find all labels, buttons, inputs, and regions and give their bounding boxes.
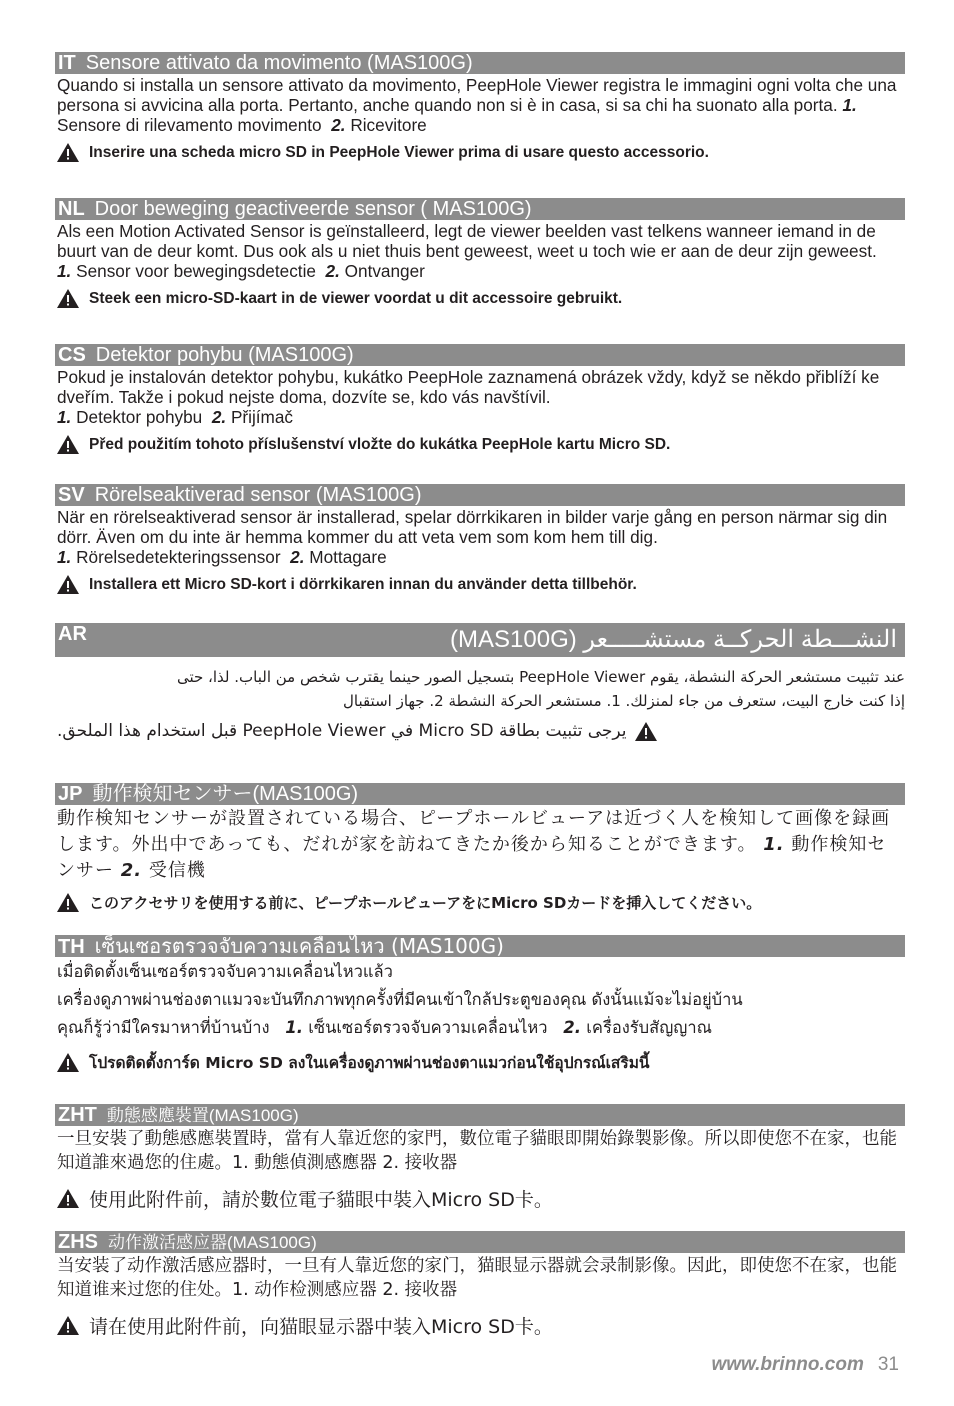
- warning-icon: [57, 893, 79, 912]
- body-text: Pokud je instalován detektor pohybu, kukátko PeepHole zaznamená obrázek vždy, když se někdo přiblíží ke dveřím. Takže i pokud nejste doma, dozvíte se, kdo vás navštívil.: [57, 367, 880, 407]
- language-code: SV: [58, 484, 85, 506]
- warning-icon: [57, 1316, 79, 1335]
- item-label: Mottagare: [309, 547, 387, 567]
- language-code: TH: [58, 936, 85, 957]
- section-body: [57, 367, 905, 427]
- section-header-nl: [55, 198, 905, 220]
- item-label: 受信機: [148, 860, 206, 881]
- warning-text: Installera ett Micro SD-kort i dörrkikaren innan du använder detta tillbehör.: [89, 575, 637, 593]
- page-footer: [712, 1354, 900, 1376]
- section-body: [57, 1254, 905, 1302]
- item-number: 2.: [211, 407, 227, 427]
- warning-icon: [57, 1189, 79, 1208]
- section-zhs: [55, 1231, 905, 1339]
- section-title: 动作激活感应器(MAS100G): [108, 1233, 317, 1252]
- section-body: [57, 665, 905, 713]
- item-number: 2.: [290, 547, 305, 567]
- warning-text: このアクセサリを使用する前に、ピープホールビューアをにMicro SDカードを挿入してください。: [89, 894, 762, 912]
- section-cs: [55, 344, 905, 454]
- language-code: ZHT: [58, 1104, 97, 1126]
- language-code: ZHS: [58, 1231, 98, 1253]
- item-label: Detektor pohybu: [76, 407, 203, 427]
- section-body: [57, 958, 905, 1042]
- body-text: เครื่องดูภาพผ่านช่องตาแมวจะบันทึกภาพทุกครั้งที่มีคนเข้าใกล้ประตูของคุณ ดังนั้นแม้จะไม่อยู่บ้าน: [57, 990, 743, 1009]
- section-title: 動作検知センサー(MAS100G): [92, 783, 359, 805]
- section-jp: [55, 783, 905, 913]
- item-label: เครื่องรับสัญญาณ: [586, 1018, 712, 1037]
- warning: [57, 143, 905, 162]
- warning-icon: [57, 435, 79, 454]
- body-text: När en rörelseaktiverad sensor är installerad, spelar dörrkikaren in bilder varje gång en person närmar sig din dörr. Även om du inte är hemma kommer du att veta vem som kom hem till dig.: [57, 507, 888, 547]
- warning: [57, 1050, 905, 1075]
- item-number: 1.: [842, 95, 857, 115]
- warning-icon: [57, 1053, 79, 1072]
- warning: [57, 892, 905, 913]
- page-number: 31: [877, 1354, 899, 1375]
- footer-url: www.brinno.com: [711, 1354, 864, 1375]
- language-code: CS: [58, 344, 86, 366]
- section-nl: [55, 198, 905, 308]
- body-text: Als een Motion Activated Sensor is geïnstalleerd, legt de viewer beelden vast telkens wanneer iemand in de buurt van de deur komt. Dus ook als u niet thuis bent geweest, weet u toch wie er aan de deur zijn geweest.: [57, 221, 877, 261]
- warning-text: Steek een micro-SD-kaart in de viewer voordat u dit accessoire gebruikt.: [89, 289, 623, 307]
- section-it: [55, 52, 905, 162]
- item-label: เซ็นเซอร์ตรวจจับความเคลื่อนไหว: [308, 1018, 548, 1037]
- section-title: เซ็นเซอรตรวจจับความเคลื่อนไหว (MAS100G): [94, 935, 504, 957]
- item-number: 1.: [57, 547, 72, 567]
- section-title: Rörelseaktiverad sensor (MAS100G): [94, 484, 422, 506]
- warning-text: Inserire una scheda micro SD in PeepHole Viewer prima di usare questo accessorio.: [89, 143, 709, 161]
- item-label: Sensore di rilevamento movimento: [57, 115, 322, 135]
- warning: [57, 435, 905, 454]
- item-label: Přijímač: [230, 407, 294, 427]
- item-label: Ricevitore: [350, 115, 427, 135]
- section-title: النشـــطة الحركــة مستشـــــعر (MAS100G): [450, 626, 897, 653]
- warning-icon: [635, 722, 657, 741]
- section-title: 動態感應裝置(MAS100G): [106, 1106, 299, 1125]
- item-number: 2.: [563, 1018, 582, 1037]
- body-text: 一旦安裝了動態感應裝置時，當有人靠近您的家門，數位電子貓眼即開始錄製影像。所以即使您不在家，也能知道誰來過您的住處。1. 動態偵測感應器 2. 接收器: [57, 1129, 897, 1173]
- warning-text: 请在使用此附件前，向猫眼显示器中装入Micro SD卡。: [89, 1316, 553, 1338]
- section-header-zht: [55, 1104, 905, 1126]
- language-code: AR: [58, 623, 87, 645]
- section-zht: [55, 1104, 905, 1212]
- item-number: 1.: [57, 407, 72, 427]
- section-ar: [55, 623, 905, 741]
- warning-text: يرجى تثبيت بطاقة Micro SD في PeepHole Viewer قبل استخدام هذا الملحق.: [57, 721, 627, 741]
- language-code: IT: [58, 52, 76, 74]
- item-number: 1.: [763, 834, 785, 855]
- body-text: إذا كنت خارج البيت، ستعرف من جاء لمنزلك. 1. مستشعر الحركة النشطة 2. جهاز استقبال: [342, 692, 905, 710]
- section-sv: [55, 484, 905, 594]
- item-number: 2.: [325, 261, 340, 281]
- body-text: 当安装了动作激活感应器时，一旦有人靠近您的家门，猫眼显示器就会录制影像。因此，即使您不在家，也能知道谁来过您的住处。1. 动作检测感应器 2. 接收器: [57, 1256, 897, 1300]
- section-body: [57, 507, 905, 567]
- warning-icon: [57, 575, 79, 594]
- body-text: عند تثبيت مستشعر الحركة النشطة، يقوم PeepHole Viewer بتسجيل الصور حينما يقترب شخص من الباب. لذا، حتى: [176, 668, 905, 686]
- warning: [57, 575, 905, 594]
- warning-icon: [57, 143, 79, 162]
- language-code: JP: [58, 783, 83, 805]
- section-header-sv: [55, 484, 905, 506]
- item-label: Ontvanger: [344, 261, 425, 281]
- item-label: Sensor voor bewegingsdetectie: [76, 261, 316, 281]
- warning: [57, 1185, 905, 1212]
- section-header-ar: [55, 623, 905, 657]
- section-body: [57, 806, 905, 884]
- warning-text: โปรดติดตั้งการ์ด Micro SD ลงในเครื่องดูภาพผ่านช่องตาแมวก่อนใช้อุปกรณ์เสริมนี้: [89, 1054, 650, 1072]
- section-header-it: [55, 52, 905, 74]
- item-label: 動作検知センサー: [57, 834, 887, 881]
- section-header-jp: [55, 783, 905, 805]
- item-label: Rörelsedetekteringssensor: [76, 547, 281, 567]
- item-number: 2.: [331, 115, 346, 135]
- body-text: เมื่อติดตั้งเซ็นเซอร์ตรวจจับความเคลื่อนไหวแล้ว: [57, 962, 393, 981]
- section-th: [55, 935, 905, 1075]
- item-number: 2.: [120, 860, 143, 881]
- warning: [57, 289, 905, 308]
- section-title: Door beweging geactiveerde sensor ( MAS100G): [94, 198, 532, 220]
- section-header-th: [55, 935, 905, 957]
- body-text: Quando si installa un sensore attivato da movimento, PeepHole Viewer registra le immagini ogni volta che una persona si avvicina alla porta. Pertanto, anche quando non si è in casa, si sa chi ha suonato alla porta.: [57, 75, 897, 115]
- item-number: 1.: [285, 1018, 304, 1037]
- section-title: Sensore attivato da movimento (MAS100G): [85, 52, 473, 74]
- section-body: [57, 75, 905, 135]
- section-header-zhs: [55, 1231, 905, 1253]
- section-body: [57, 221, 905, 281]
- warning-text: 使用此附件前，請於數位電子貓眼中裝入Micro SD卡。: [89, 1189, 553, 1211]
- section-body: [57, 1127, 905, 1175]
- language-code: NL: [58, 198, 85, 220]
- warning: [57, 721, 905, 741]
- body-text: 動作検知センサーが設置されている場合、ピープホールビューアは近づく人を検知して画像を録画します。外出中であっても、だれが家を訪ねてきたか後から知ることができます。: [57, 808, 891, 855]
- item-number: 1.: [57, 261, 72, 281]
- warning-text: Před použitím tohoto příslušenství vložte do kukátka PeepHole kartu Micro SD.: [89, 435, 671, 453]
- warning-icon: [57, 289, 79, 308]
- warning: [57, 1312, 905, 1339]
- body-text: คุณก็รู้ว่ามีใครมาหาที่บ้านบ้าง: [57, 1018, 270, 1037]
- item-list: [57, 1014, 905, 1042]
- section-title: Detektor pohybu (MAS100G): [95, 344, 354, 366]
- section-header-cs: [55, 344, 905, 366]
